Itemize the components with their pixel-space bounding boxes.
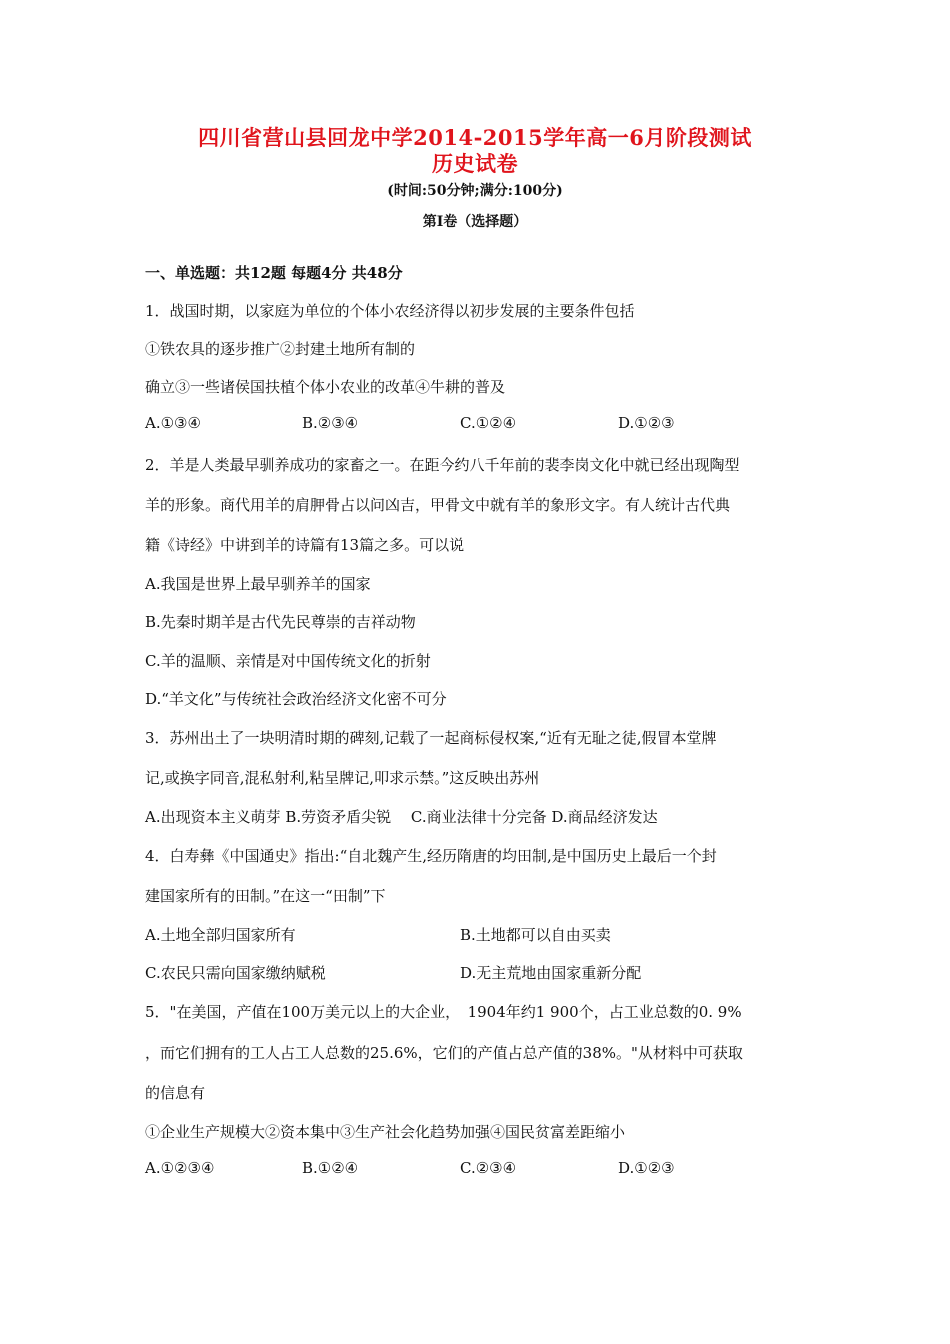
q2-option-b: B.先秦时期羊是古代先民尊崇的吉祥动物 xyxy=(145,613,416,631)
section-heading: 一、单选题：共12题 每题4分 共48分 xyxy=(145,264,403,282)
q4-option-c: C.农民只需向国家缴纳赋税 xyxy=(145,964,326,982)
q5-stem-line: ，而它们拥有的工人占工人总数的25.6%，它们的产值占总产值的38%。"从材料中可获取 xyxy=(145,1044,743,1062)
q1-stem-line: 1．战国时期，以家庭为单位的个体小农经济得以初步发展的主要条件包括 xyxy=(145,302,635,320)
volume-heading: 第I卷（选择题） xyxy=(422,214,528,230)
q1-option-d: D.①②③ xyxy=(618,414,675,432)
q5-option-c: C.②③④ xyxy=(460,1159,517,1177)
q2-option-a: A.我国是世界上最早驯养羊的国家 xyxy=(145,575,371,593)
q2-stem-line: 2．羊是人类最早驯养成功的家畜之一。在距今约八千年前的裴李岗文化中就已经出现陶型 xyxy=(145,456,740,474)
q1-stem-line: 确立③一些诸侯国扶植个体小农业的改革④牛耕的普及 xyxy=(145,378,506,396)
q4-option-a: A.土地全部归国家所有 xyxy=(145,926,296,944)
q5-stem-line: 的信息有 xyxy=(145,1084,206,1102)
exam-title: 四川省营山县回龙中学2014-2015学年高一6月阶段测试 xyxy=(198,125,752,150)
exam-subtitle: 历史试卷 xyxy=(432,151,518,176)
q1-stem-line: ①铁农具的逐步推广②封建土地所有制的 xyxy=(145,340,416,358)
q3-options: A.出现资本主义萌芽 B.劳资矛盾尖锐 C.商业法律十分完备 D.商品经济发达 xyxy=(145,808,658,826)
q1-option-c: C.①②④ xyxy=(460,414,517,432)
q4-stem-line: 4．白寿彝《中国通史》指出:“自北魏产生,经历隋唐的均田制,是中国历史上最后一个封 xyxy=(145,847,717,865)
q5-option-d: D.①②③ xyxy=(618,1159,675,1177)
q2-stem-line: 籍《诗经》中讲到羊的诗篇有13篇之多。可以说 xyxy=(145,536,465,554)
q2-option-c: C.羊的温顺、亲情是对中国传统文化的折射 xyxy=(145,652,431,670)
q5-option-a: A.①②③④ xyxy=(145,1159,215,1177)
q3-stem-line: 3．苏州出土了一块明清时期的碑刻,记载了一起商标侵权案,“近有无耻之徒,假冒本堂牌 xyxy=(145,729,717,747)
q5-stem-line: ①企业生产规模大②资本集中③生产社会化趋势加强④国民贫富差距缩小 xyxy=(145,1123,626,1141)
q4-option-d: D.无主荒地由国家重新分配 xyxy=(460,964,642,982)
q4-option-b: B.土地都可以自由买卖 xyxy=(460,926,611,944)
time-score-info: (时间:50分钟;满分:100分) xyxy=(387,183,563,199)
q4-stem-line: 建国家所有的田制。”在这一“田制”下 xyxy=(145,887,386,905)
q2-option-d: D.“羊文化”与传统社会政治经济文化密不可分 xyxy=(145,690,447,708)
q1-option-b: B.②③④ xyxy=(302,414,359,432)
q2-stem-line: 羊的形象。商代用羊的肩胛骨占以问凶吉，甲骨文中就有羊的象形文字。有人统计古代典 xyxy=(145,496,731,514)
q5-stem-line: 5．"在美国，产值在100万美元以上的大企业， 1904年约1 900个，占工业总数的0. 9% xyxy=(145,1003,742,1021)
q1-option-a: A.①③④ xyxy=(145,414,201,432)
q3-stem-line: 记,或换字同音,混私射利,粘呈牌记,叩求示禁。”这反映出苏州 xyxy=(145,769,540,787)
q5-option-b: B.①②④ xyxy=(302,1159,359,1177)
